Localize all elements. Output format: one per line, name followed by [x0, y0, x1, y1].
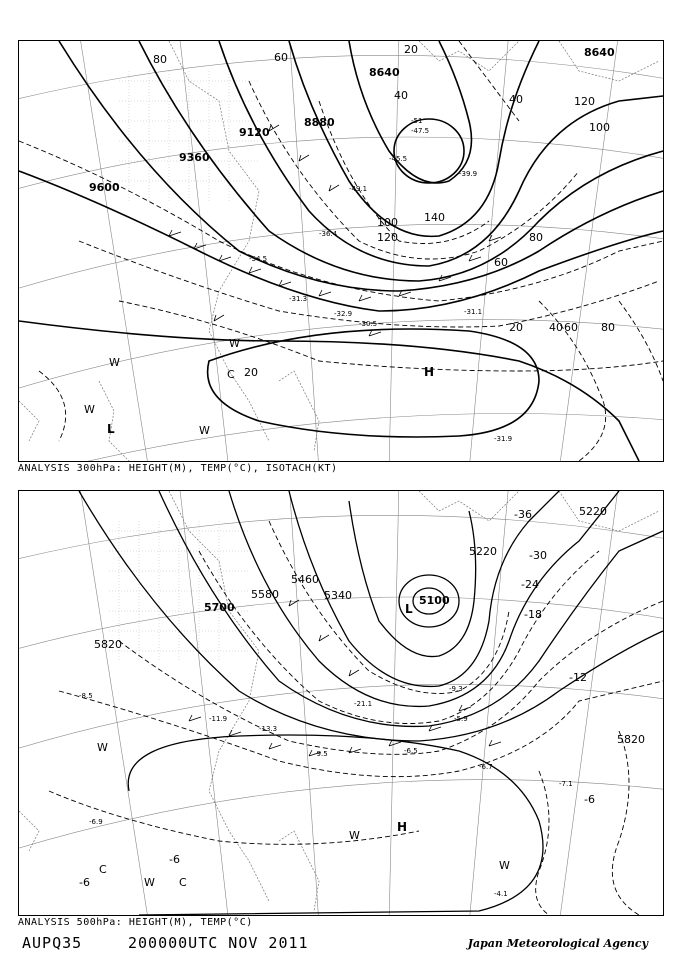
height-label-8640-b: 8640	[584, 46, 615, 59]
height-label-9120: 9120	[239, 126, 270, 139]
temp-label: -13.3	[259, 725, 278, 733]
height-label-5580: 5580	[251, 588, 279, 601]
valid-time: 200000UTC NOV 2011	[128, 934, 309, 952]
temp-label: -30.5	[359, 320, 378, 328]
isotherm-label: -12	[569, 671, 587, 684]
analysis-300hpa-map	[18, 40, 664, 462]
temp-label: -8.5	[79, 692, 93, 700]
isotherm-label: -36	[514, 508, 532, 521]
chart-code: AUPQ35	[22, 934, 83, 952]
isotach-label: 80	[529, 231, 543, 244]
isotach-label: 100	[589, 121, 610, 134]
isotach-label: 40	[509, 93, 523, 106]
temp-label: -6.9	[89, 818, 103, 826]
height-label-5100: 5100	[419, 594, 450, 607]
warm-center: W	[144, 876, 155, 889]
temp-label: -31.9	[494, 435, 513, 443]
isotherm-label: -6	[584, 793, 595, 806]
coastlines	[19, 491, 659, 911]
isotach-label: 20	[404, 43, 418, 56]
height-label-9600: 9600	[89, 181, 120, 194]
temp-label: -39.9	[459, 170, 478, 178]
cold-center: C	[227, 368, 235, 381]
isotherm-label: -6	[169, 853, 180, 866]
height-label-8880: 8880	[304, 116, 335, 129]
temp-label: -6.7	[479, 763, 493, 771]
isotach-label: 80	[153, 53, 167, 66]
isotach-label: 20	[244, 366, 258, 379]
low-pressure-center: L	[405, 602, 413, 616]
temp-label: -6.5	[404, 747, 418, 755]
height-label-8640-a: 8640	[369, 66, 400, 79]
isotach-label: 140	[424, 211, 445, 224]
temp-label: -31.1	[464, 308, 483, 316]
temp-label: -31.3	[289, 295, 308, 303]
isotherm-label: -18	[524, 608, 542, 621]
height-label-9360: 9360	[179, 151, 210, 164]
analysis-500hpa-map	[18, 490, 664, 916]
latlon-grid	[19, 41, 663, 461]
isotach-label: 60	[494, 256, 508, 269]
temp-label: -51	[411, 117, 423, 125]
high-pressure-center: H	[424, 365, 435, 379]
isotach-contours	[19, 41, 663, 461]
temp-label: -11.9	[209, 715, 228, 723]
high-pressure-center: H	[397, 820, 408, 834]
isotach-label: 60	[564, 321, 578, 334]
isotherm-label: -24	[521, 578, 539, 591]
height-label-5820: 5820	[94, 638, 122, 651]
height-label-5700: 5700	[204, 601, 235, 614]
isotherm-label: -30	[529, 549, 547, 562]
warm-center: W	[499, 859, 510, 872]
height-label-5820-east: 5820	[617, 733, 645, 746]
caption-500hpa: ANALYSIS 500hPa: HEIGHT(M), TEMP(°C)	[18, 917, 253, 928]
temp-label: -45.5	[389, 155, 408, 163]
warm-center: W	[84, 403, 95, 416]
isotach-label: 40	[394, 89, 408, 102]
temp-label: -21.1	[354, 700, 373, 708]
temp-label: -32.9	[334, 310, 353, 318]
low-pressure-center: L	[107, 422, 115, 436]
warm-center: W	[109, 356, 120, 369]
land-hatch	[109, 521, 249, 661]
temp-label: -7.1	[559, 780, 573, 788]
height-label-5340: 5340	[324, 589, 352, 602]
map-300hpa-svg	[19, 41, 663, 461]
warm-center: W	[349, 829, 360, 842]
warm-center: W	[199, 424, 210, 437]
map-500hpa-svg	[19, 491, 663, 915]
temp-label: -49.1	[349, 185, 368, 193]
agency-name: Japan Meteorological Agency	[467, 937, 648, 950]
isotherm-label: -6	[79, 876, 90, 889]
isotach-label: 80	[601, 321, 615, 334]
cold-center: C	[99, 863, 107, 876]
height-label-5220-a: 5220	[469, 545, 497, 558]
isotach-label: 120	[574, 95, 595, 108]
warm-center: W	[97, 741, 108, 754]
temp-label: -47.5	[411, 127, 430, 135]
cold-center: C	[179, 876, 187, 889]
high-closed-contour	[128, 735, 543, 915]
latlon-grid	[19, 491, 663, 915]
caption-300hpa: ANALYSIS 300hPa: HEIGHT(M), TEMP(°C), ISOTACH(KT)	[18, 463, 338, 474]
high-closed-contour	[208, 329, 539, 437]
warm-center: W	[229, 337, 240, 350]
temp-label: -9.5	[314, 750, 328, 758]
height-label-5220-b: 5220	[579, 505, 607, 518]
temp-label: -5.9	[454, 715, 468, 723]
temp-label: -4.1	[494, 890, 508, 898]
wind-barbs	[189, 600, 501, 756]
temp-label: -36.4	[319, 230, 338, 238]
temp-label: -9.3	[449, 685, 463, 693]
height-label-5460: 5460	[291, 573, 319, 586]
isotach-label: 60	[274, 51, 288, 64]
height-contours	[19, 41, 663, 461]
isotach-label: 20	[509, 321, 523, 334]
temp-label: -34.5	[249, 255, 268, 263]
isotach-label: 40	[549, 321, 563, 334]
coastlines	[19, 41, 659, 461]
isotach-label: 100	[377, 216, 398, 229]
isotach-label: 120	[377, 231, 398, 244]
